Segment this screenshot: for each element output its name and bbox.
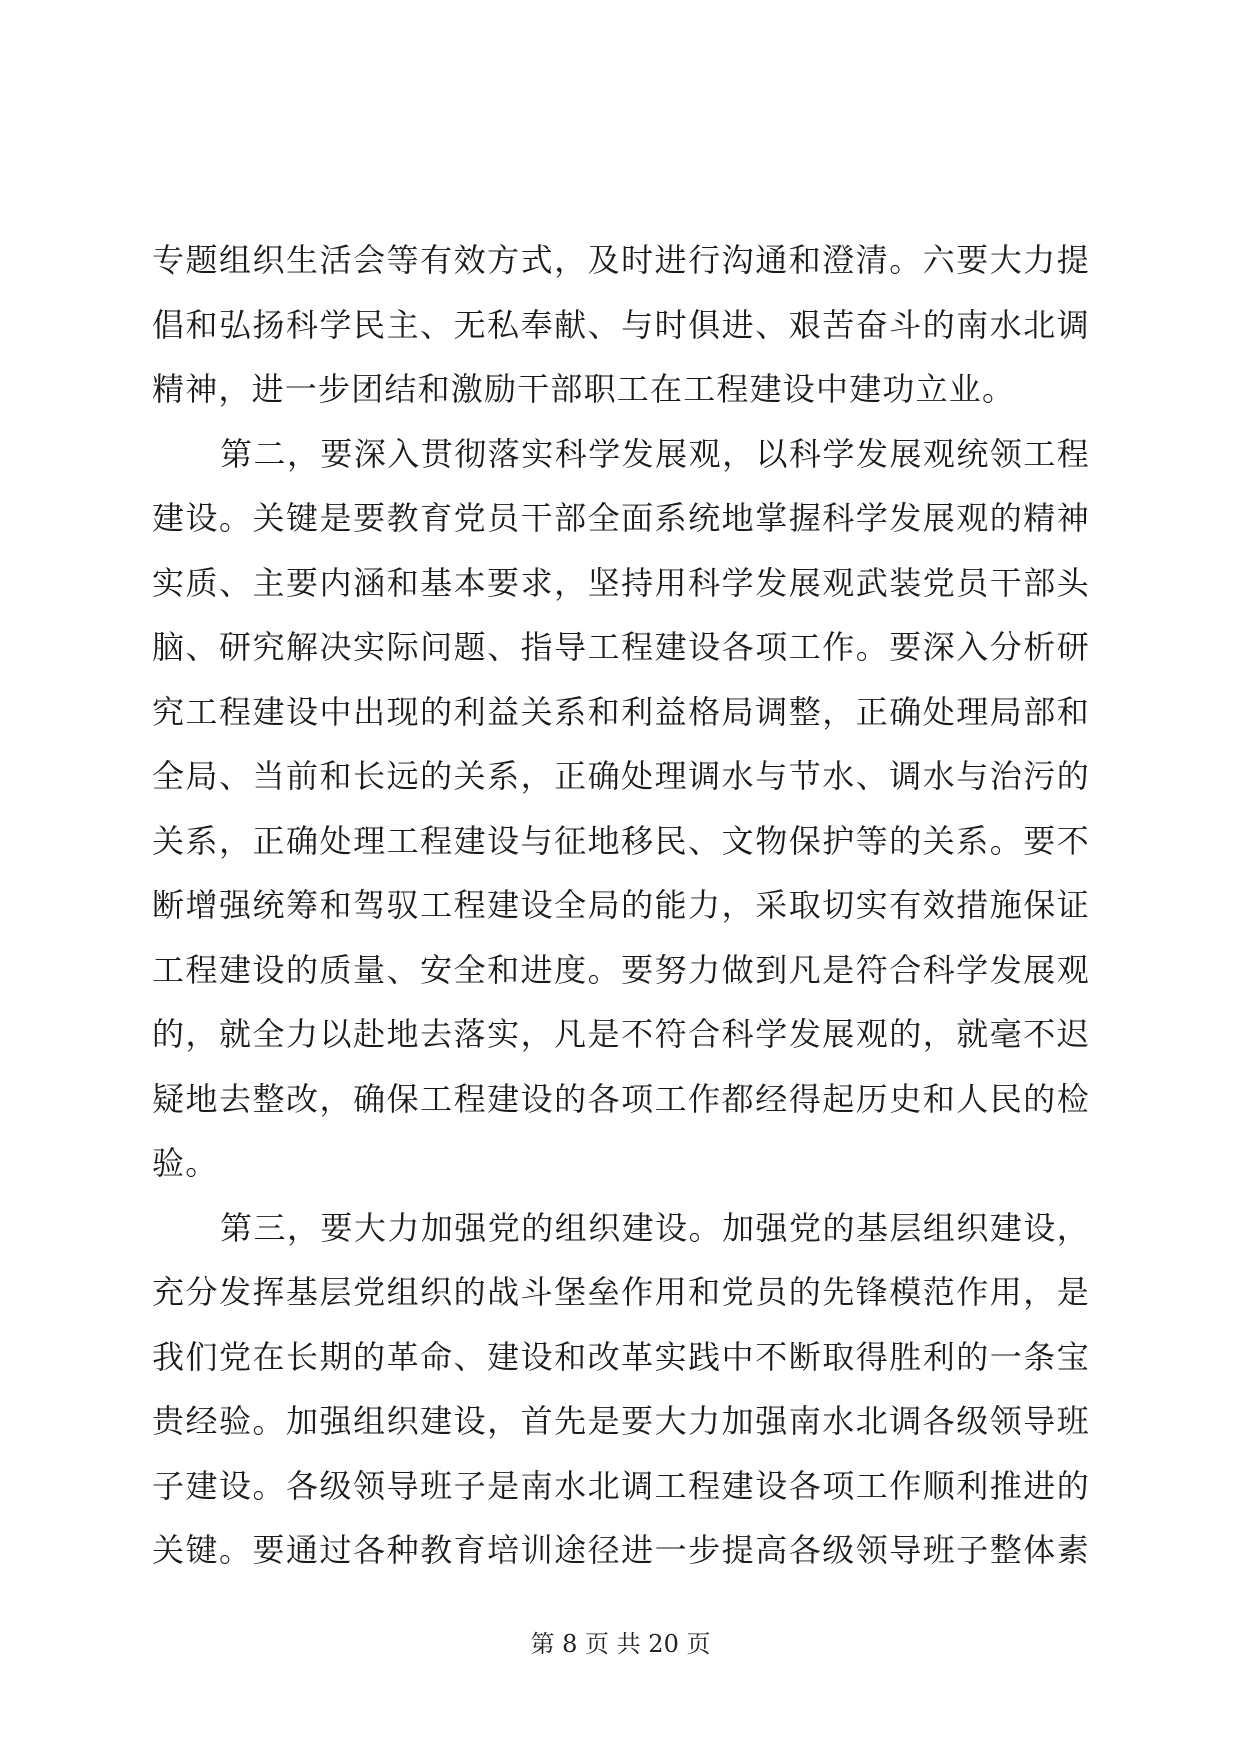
text-line: 贵经验。加强组织建设，首先是要大力加强南水北调各级领导班: [152, 1402, 1090, 1440]
text-line: 全局、当前和长远的关系，正确处理调水与节水、调水与治污的: [152, 757, 1090, 795]
text-line: 关系，正确处理工程建设与征地移民、文物保护等的关系。要不: [152, 821, 1090, 860]
text-line: 建设。关键是要教育党员干部全面系统地掌握科学发展观的精神: [152, 499, 1090, 537]
text-line: 断增强统筹和驾驭工程建设全局的能力，采取切实有效措施保证: [152, 886, 1090, 924]
text-line: 究工程建设中出现的利益关系和利益格局调整，正确处理局部和: [152, 692, 1090, 731]
text-line: 的，就全力以赴地去落实，凡是不符合科学发展观的，就毫不迟: [152, 1015, 1090, 1053]
text-line: 专题组织生活会等有效方式，及时进行沟通和澄清。六要大力提: [152, 241, 1090, 279]
text-line: 充分发挥基层党组织的战斗堡垒作用和党员的先锋模范作用，是: [152, 1273, 1090, 1311]
text-line: 精神，进一步团结和激励干部职工在工程建设中建功立业。: [152, 370, 1016, 408]
text-line: 实质、主要内涵和基本要求，坚持用科学发展观武装党员干部头: [152, 563, 1090, 602]
body-text: [152, 228, 1090, 1583]
paragraph-start-line: 第三，要大力加强党的组织建设。加强党的基层组织建设，: [220, 1208, 1090, 1247]
page-number-footer: 第 8 页 共 20 页: [530, 1630, 711, 1658]
text-line: 关键。要通过各种教育培训途径进一步提高各级领导班子整体素: [152, 1531, 1090, 1569]
text-line: 疑地去整改，确保工程建设的各项工作都经得起历史和人民的检: [152, 1079, 1090, 1118]
text-line: 验。: [152, 1144, 219, 1182]
text-line: 我们党在长期的革命、建设和改革实践中不断取得胜利的一条宝: [152, 1337, 1090, 1376]
text-line: 工程建设的质量、安全和进度。要努力做到凡是符合科学发展观: [152, 950, 1090, 989]
text-line: 子建设。各级领导班子是南水北调工程建设各项工作顺利推进的: [152, 1466, 1090, 1505]
text-line: 倡和弘扬科学民主、无私奉献、与时俱进、艰苦奋斗的南水北调: [152, 305, 1090, 344]
text-line: 脑、研究解决实际问题、指导工程建设各项工作。要深入分析研: [152, 628, 1090, 666]
paragraph-start-line: 第二，要深入贯彻落实科学发展观，以科学发展观统领工程: [220, 434, 1090, 473]
